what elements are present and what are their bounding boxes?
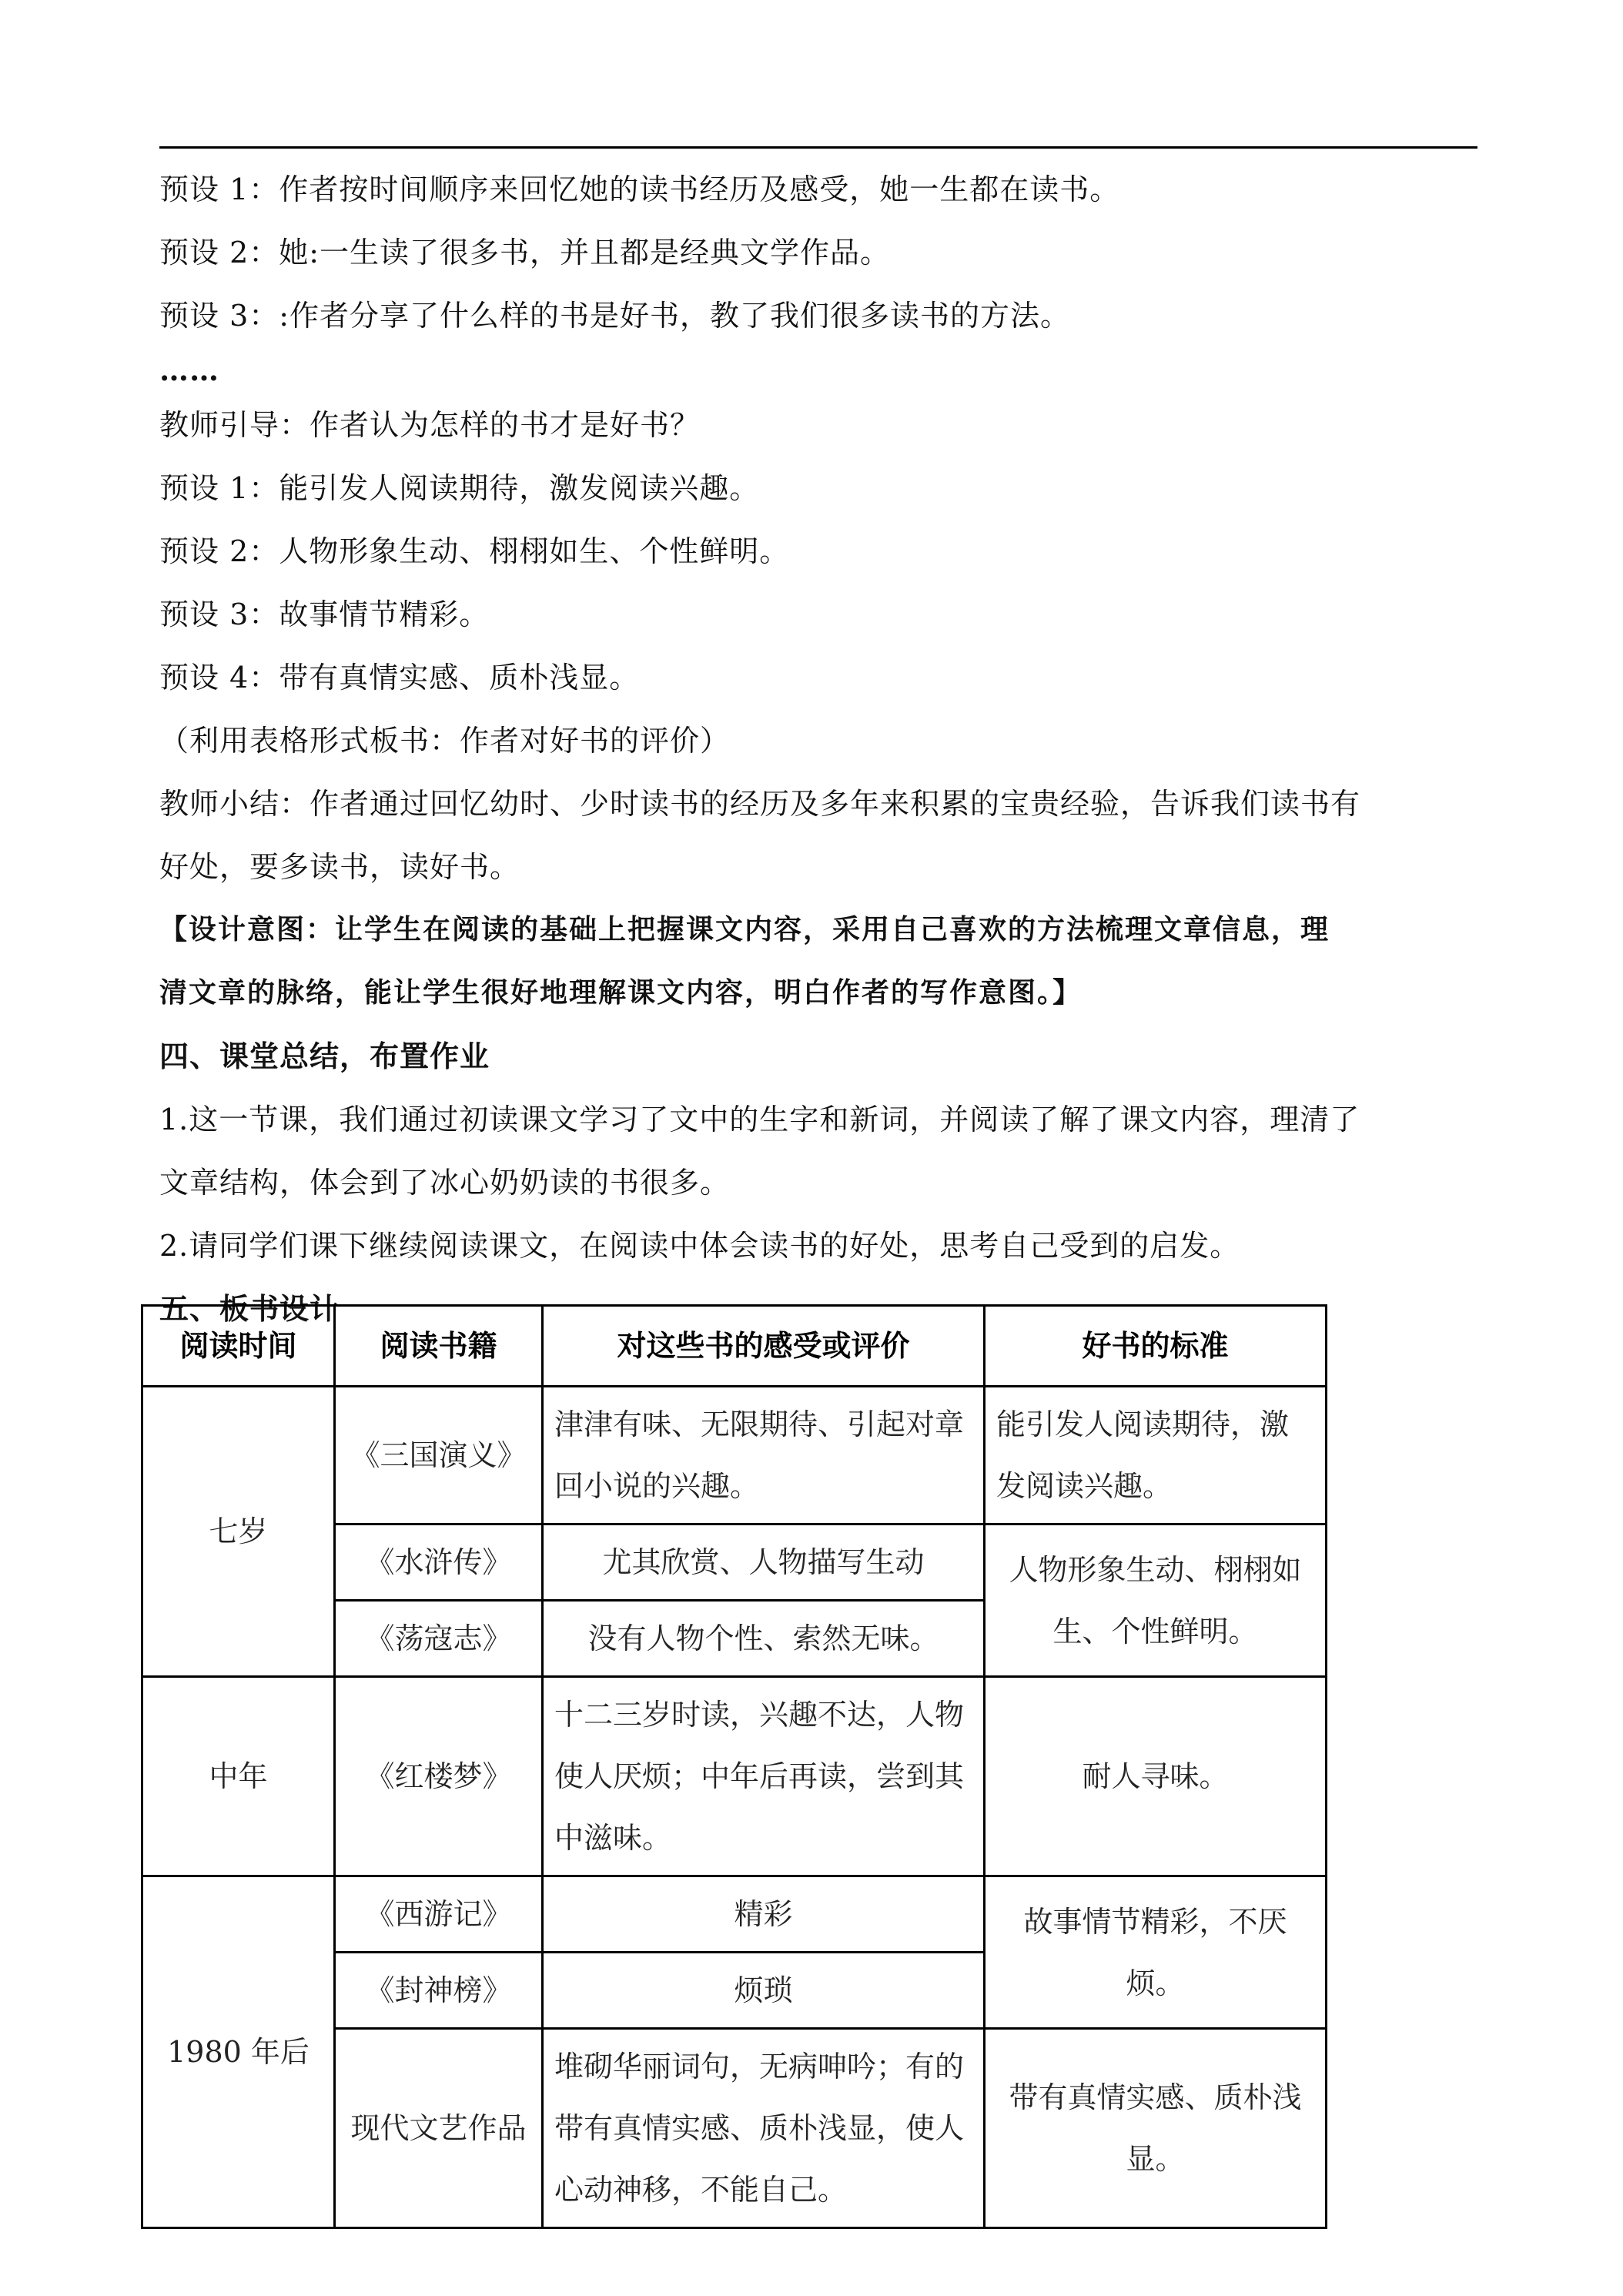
time-cell-seven: 七岁 — [142, 1387, 335, 1677]
standard-cell: 能引发人阅读期待，激发阅读兴趣。 — [985, 1387, 1327, 1525]
ellipsis: …… — [159, 353, 219, 387]
preset-line-2: 预设 2：她:一生读了很多书，并且都是经典文学作品。 — [159, 236, 891, 269]
header-rule — [159, 146, 1477, 149]
standard-cell: 故事情节精彩，不厌烦。 — [985, 1876, 1327, 2029]
section-heading-board: 五、板书设计 — [159, 1292, 340, 1326]
board-design-table — [141, 1304, 1327, 2229]
standard-cell: 人物形象生动、栩栩如生、个性鲜明。 — [985, 1525, 1327, 1677]
header-reading-time: 阅读时间 — [142, 1306, 335, 1387]
book-cell: 《水浒传》 — [335, 1525, 543, 1601]
eval-cell: 津津有味、无限期待、引起对章回小说的兴趣。 — [543, 1387, 985, 1525]
teacher-guide: 教师引导：作者认为怎样的书才是好书？ — [159, 408, 701, 442]
book-cell: 《三国演义》 — [335, 1387, 543, 1525]
summary-item-1-line-1: 1.这一节课，我们通过初读课文学习了文中的生字和新词，并阅读了解了课文内容，理清了 — [159, 1103, 1360, 1136]
book-cell: 《红楼梦》 — [335, 1677, 543, 1876]
section-heading-summary: 四、课堂总结，布置作业 — [159, 1039, 490, 1073]
eval-cell: 没有人物个性、索然无味。 — [543, 1601, 985, 1677]
eval-cell: 堆砌华丽词句，无病呻吟；有的带有真情实感、质朴浅显，使人心动神移，不能自己。 — [543, 2029, 985, 2228]
eval-cell: 十二三岁时读，兴趣不达，人物使人厌烦；中年后再读，尝到其中滋味。 — [543, 1677, 985, 1876]
preset-line-3: 预设 3：:作者分享了什么样的书是好书，教了我们很多读书的方法。 — [159, 299, 1071, 333]
preset-line-1: 预设 1：作者按时间顺序来回忆她的读书经历及感受，她一生都在读书。 — [159, 172, 1120, 206]
design-intent-line-2: 清文章的脉络，能让学生很好地理解课文内容，明白作者的写作意图。】 — [159, 977, 1083, 1009]
design-intent-line-1: 【设计意图：让学生在阅读的基础上把握课文内容，采用自己喜欢的方法梳理文章信息，理 — [159, 914, 1330, 946]
time-cell-1980: 1980 年后 — [142, 1876, 335, 2228]
eval-cell: 烦琐 — [543, 1953, 985, 2029]
table-header-row — [142, 1306, 1327, 1387]
eval-cell: 尤其欣赏、人物描写生动 — [543, 1525, 985, 1601]
board-note: （利用表格形式板书：作者对好书的评价） — [159, 724, 731, 758]
table-row — [142, 1677, 1327, 1876]
time-cell-middle-age: 中年 — [142, 1677, 335, 1876]
book-cell: 《荡寇志》 — [335, 1601, 543, 1677]
teacher-summary-line-2: 好处，要多读书，读好书。 — [159, 850, 520, 884]
standard-cell: 耐人寻味。 — [985, 1677, 1327, 1876]
book-cell: 《封神榜》 — [335, 1953, 543, 2029]
book-cell: 《西游记》 — [335, 1876, 543, 1953]
answer-line-3: 预设 3：故事情节精彩。 — [159, 597, 490, 631]
table-row — [142, 1876, 1327, 1953]
header-standard: 好书的标准 — [985, 1306, 1327, 1387]
summary-item-2: 2.请同学们课下继续阅读课文，在阅读中体会读书的好处，思考自己受到的启发。 — [159, 1229, 1240, 1263]
answer-line-2: 预设 2：人物形象生动、栩栩如生、个性鲜明。 — [159, 534, 790, 568]
table-row — [142, 1387, 1327, 1525]
standard-cell: 带有真情实感、质朴浅显。 — [985, 2029, 1327, 2228]
header-evaluation: 对这些书的感受或评价 — [543, 1306, 985, 1387]
answer-line-1: 预设 1：能引发人阅读期待，激发阅读兴趣。 — [159, 471, 760, 505]
answer-line-4: 预设 4：带有真情实感、质朴浅显。 — [159, 661, 640, 694]
teacher-summary-line-1: 教师小结：作者通过回忆幼时、少时读书的经历及多年来积累的宝贵经验，告诉我们读书有 — [159, 787, 1361, 821]
header-books: 阅读书籍 — [335, 1306, 543, 1387]
summary-item-1-line-2: 文章结构，体会到了冰心奶奶读的书很多。 — [159, 1166, 731, 1200]
eval-cell: 精彩 — [543, 1876, 985, 1953]
document-body — [159, 158, 1477, 1340]
book-cell: 现代文艺作品 — [335, 2029, 543, 2228]
